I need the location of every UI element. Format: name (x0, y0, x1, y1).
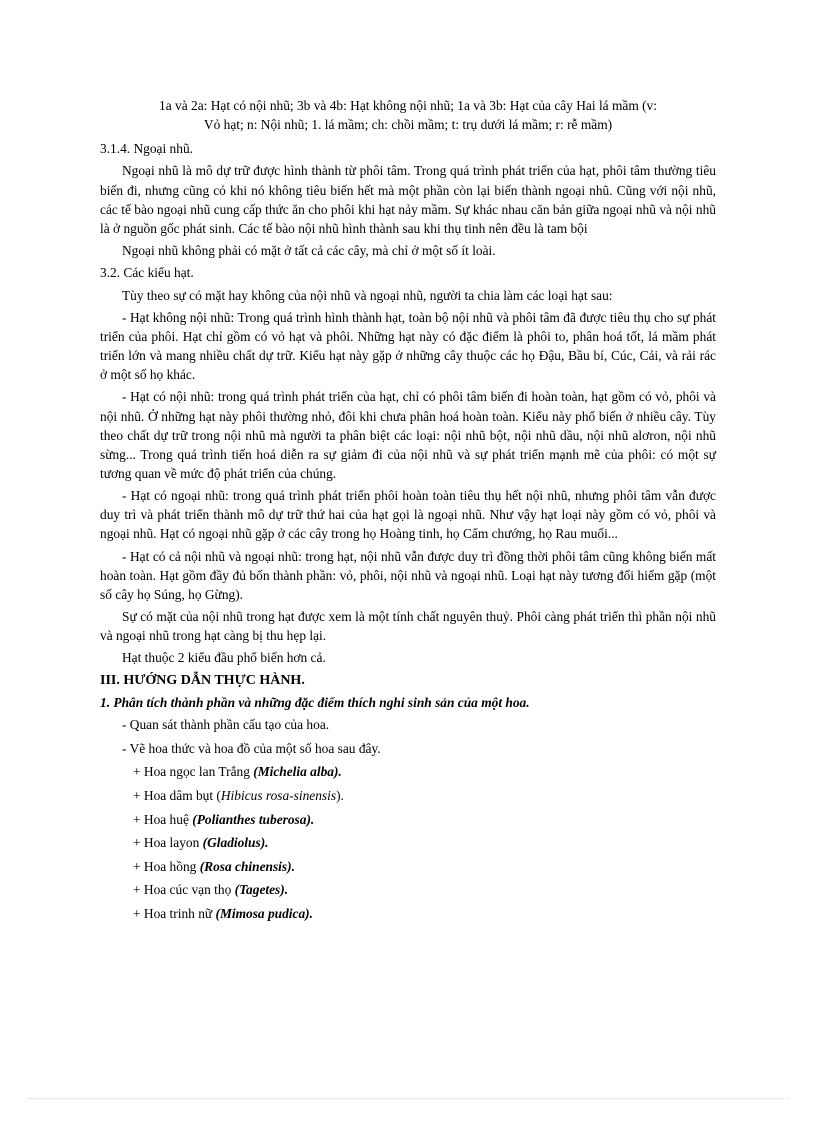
page-content (100, 96, 716, 928)
flower-scientific-name: (Mimosa pudica). (215, 906, 313, 921)
flower-scientific-name: (Gladiolus). (202, 835, 269, 851)
flower-common-name: + Hoa trinh nữ (133, 906, 216, 921)
flower-scientific-name: Hibicus rosa-sinensis (220, 788, 337, 804)
flower-scientific-name: (Michelia alba). (253, 764, 342, 780)
flower-list-item (100, 857, 716, 876)
flower-name-tail: ). (336, 788, 344, 804)
flower-common-name: + Hoa hồng (133, 858, 200, 874)
flower-list-item (100, 904, 716, 923)
paragraph-seed-types-intro: Tùy theo sự có mặt hay không của nội nhũ và ngoại nhũ, người ta chia làm các loại hạt sau: (122, 287, 613, 303)
practice-task: - Vẽ hoa thức và hoa đồ của một số hoa sau đây. (122, 740, 381, 756)
practice-task: - Quan sát thành phần cấu tạo của hoa. (122, 717, 330, 733)
caption-line-2: Vỏ hạt; n: Nội nhũ; 1. lá mầm; ch: chồi mầm; t: trụ dưới lá mầm; r: rễ mầm) (203, 117, 613, 133)
practice-subheading: 1. Phân tích thành phần và những đặc điểm thích nghi sinh sản của một hoa. (100, 694, 530, 710)
flower-list-item (100, 810, 716, 829)
flower-common-name: + Hoa dâm bụt ( (133, 788, 221, 804)
flower-list (100, 762, 716, 923)
flower-list-item (100, 762, 716, 781)
flower-list-item (100, 833, 716, 852)
page-bottom-divider (28, 1098, 788, 1099)
paragraph-endosperm-primitive: Sự có mặt của nội nhũ trong hạt được xem là một tính chất nguyên thuỷ. Phôi càng phát triển thì phần nội nhũ và ngoại nhũ trong hạt càng bị thu hẹp lại. (100, 609, 716, 644)
figure-caption (100, 96, 716, 134)
flower-common-name: + Hoa ngọc lan Trắng (133, 764, 254, 780)
seed-type-item: - Hạt không nội nhũ: Trong quá trình hình thành hạt, toàn bộ nội nhũ và phôi tâm đã được tiêu thụ cho sự phát triển của phôi. Hạt chỉ gồm có vỏ hạt và phôi. Những hạt này có đặc điểm là phôi to, phân hoá tốt, lá mầm phát triển lớn và mang nhiều chất dự trữ. Kiểu hạt này gặp ở những cây thuộc các họ Đậu, Bầu bí, Cúc, Cải, và rải rác ở một số họ khác. (100, 309, 716, 383)
flower-common-name: + Hoa layon (133, 835, 203, 851)
paragraph-ngoai-nhu-presence: Ngoại nhũ không phải có mặt ở tất cả các cây, mà chỉ ở một số ít loài. (122, 243, 496, 259)
paragraph-ngoai-nhu: Ngoại nhũ là mô dự trữ được hình thành từ phôi tâm. Trong quá trình phát triển của hạt, phôi tâm thường tiêu biến đi, nhưng cũng có khi nó không tiêu biến hết mà một phần còn lại biến thành ngoại nhũ. Cũng với nội nhũ, các tế bào ngoại nhũ cung cấp thức ăn cho phôi khi hạt nảy mầm. Sự khác nhau căn bản giữa ngoại nhũ và nội nhũ là ở nguồn gốc phát sinh. Các tế bào nội nhũ hình thành sau khi thụ tinh nên đều là tam bội (100, 163, 716, 236)
flower-scientific-name: (Rosa chinensis). (199, 858, 295, 874)
flower-scientific-name: (Tagetes). (234, 882, 289, 898)
caption-line-1: 1a và 2a: Hạt có nội nhũ; 3b và 4b: Hạt không nội nhũ; 1a và 3b: Hạt của cây Hai lá mầm (v: (159, 98, 657, 113)
section-heading-3-2: 3.2. Các kiểu hạt. (100, 265, 194, 281)
seed-type-item: - Hạt có ngoại nhũ: trong quá trình phát triển phôi hoàn toàn tiêu thụ hết nội nhũ, nhưng phôi tâm vẫn được duy trì và phát triển thành mô dự trữ thứ hai của hạt gọi là ngoại nhũ. Như vậy hạt loại này gồm có vỏ, phôi và ngoại nhũ. Hạt có ngoại nhũ gặp ở các cây trong họ Hoàng tinh, họ Cẩm chướng, họ Rau muối... (100, 488, 716, 542)
flower-scientific-name: (Polianthes tuberosa). (192, 811, 315, 827)
seed-type-item: - Hạt có cả nội nhũ và ngoại nhũ: trong hạt, nội nhũ vẫn được duy trì đồng thời phôi tâm cũng không biến mất hoàn toàn. Hạt gồm đầy đủ bốn thành phần: vỏ, phôi, nội nhũ và ngoại nhũ. Loại hạt này tương đối hiếm gặp (một số cây họ Súng, họ Gừng). (100, 548, 716, 602)
flower-list-item (100, 786, 716, 805)
section-heading-3-1-4: 3.1.4. Ngoại nhũ. (100, 141, 193, 157)
paragraph-common-types: Hạt thuộc 2 kiểu đầu phổ biến hơn cả. (122, 650, 326, 666)
flower-list-item (100, 880, 716, 899)
flower-common-name: + Hoa huệ (133, 811, 193, 827)
section-heading-practice: III. HƯỚNG DẪN THỰC HÀNH. (100, 672, 305, 688)
seed-type-item: - Hạt có nội nhũ: trong quá trình phát triển của hạt, chỉ có phôi tâm biến đi hoàn toàn, hạt gồm có vỏ, phôi và nội nhũ. Ở những hạt này phôi thường nhỏ, đôi khi chưa phân hoá hoàn toàn. Kiểu này phổ biến ở nhiều cây. Tùy theo chất dự trữ trong nội nhũ mà người ta phân biệt các loại: nội nhũ bột, nội nhũ dầu, nội nhũ alơron, nội nhũ sừng... Trong quá trình tiến hoá diễn ra sự giảm đi của nội nhũ và sự phát triển mạnh mẽ của phôi: có một sự tương quan về mức độ phát triển của chúng. (100, 389, 716, 481)
flower-common-name: + Hoa cúc vạn thọ (133, 882, 235, 898)
